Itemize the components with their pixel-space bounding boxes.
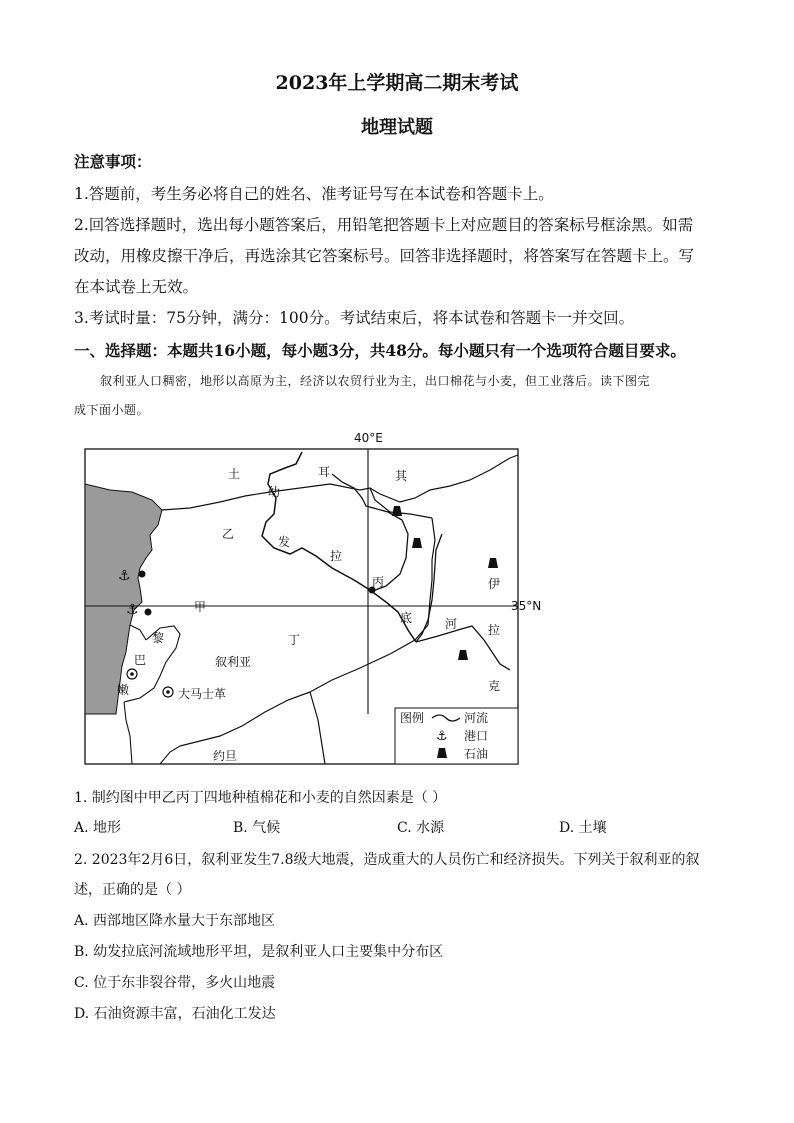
legend-port-label: 港口 xyxy=(464,729,489,743)
israel-jordan-border xyxy=(124,702,132,764)
label-iraq-ke: 克 xyxy=(488,679,501,693)
oil-icon xyxy=(392,506,402,516)
label-di: 底 xyxy=(400,611,413,625)
legend-river-label: 河流 xyxy=(464,711,489,725)
longitude-label: 40°E xyxy=(354,431,383,445)
legend-title: 图例 xyxy=(400,711,425,725)
label-iraq-la: 拉 xyxy=(488,623,501,637)
port-icon: ⚓ xyxy=(118,568,131,584)
question-1-option-b: B. 气候 xyxy=(233,820,281,836)
question-1-option-a: A. 地形 xyxy=(74,820,122,836)
oil-icon xyxy=(458,650,468,660)
question-1-option-c: C. 水源 xyxy=(397,820,445,836)
label-jordan: 约旦 xyxy=(213,749,238,763)
oil-icon xyxy=(488,558,498,568)
question-2-option-b: B. 幼发拉底河流域地形平坦，是叙利亚人口主要集中分布区 xyxy=(74,944,444,960)
oil-icon xyxy=(412,538,422,548)
label-damascus: 大马士革 xyxy=(178,687,227,701)
notice-item-2-line-3: 在本试卷上无效。 xyxy=(74,278,199,296)
mediterranean-sea xyxy=(85,484,165,714)
label-qi: 其 xyxy=(395,469,408,483)
label-bing: 丙 xyxy=(372,575,385,589)
notice-heading: 注意事项： xyxy=(74,152,152,171)
notice-item-2-line-1: 2.回答选择题时，选出每小题答案后，用铅笔把答题卡上对应题目的答案标号框涂黑。如需 xyxy=(74,216,694,234)
label-iraq-yi: 伊 xyxy=(488,577,501,591)
label-ba: 巴 xyxy=(134,653,147,667)
label-syria: 叙利亚 xyxy=(215,655,252,669)
port-dot xyxy=(145,609,152,616)
notice-item-1: 1.答题前，考生务必将自己的姓名、准考证号写在本试卷和答题卡上。 xyxy=(74,185,554,203)
latitude-label: 35°N xyxy=(511,599,542,613)
port-icon: ⚓ xyxy=(126,602,139,618)
city-circle-center xyxy=(130,672,134,676)
section-heading: 一、选择题：本题共16小题，每小题3分，共48分。每小题只有一个选项符合题目要求。 xyxy=(74,341,686,360)
jordan-border-south xyxy=(160,746,180,764)
intro-line-2: 成下面小题。 xyxy=(74,403,150,417)
jordan-border-east xyxy=(310,692,325,764)
subject-title: 地理试题 xyxy=(361,117,433,138)
question-2-stem-line-1: 2. 2023年2月6日，叙利亚发生7.8级大地震，造成重大的人员伤亡和经济损失。下列关于叙利亚的叙 xyxy=(74,852,700,868)
exam-title: 2023年上学期高二期末考试 xyxy=(275,72,519,94)
label-fa: 发 xyxy=(278,535,291,549)
legend-oil-label: 石油 xyxy=(464,747,489,761)
turkey-border xyxy=(162,455,518,510)
label-he: 河 xyxy=(445,617,458,631)
label-er: 耳 xyxy=(318,465,331,479)
label-ding: 丁 xyxy=(288,633,301,647)
question-2-stem-line-2: 述，正确的是（ ） xyxy=(74,882,191,898)
capital-circle-center xyxy=(166,690,170,694)
question-1-option-d: D. 土壤 xyxy=(559,820,607,836)
intro-line-1: 叙利亚人口稠密，地形以高原为主，经济以农贸行业为主，出口棉花与小麦，但工业落后。读下图完 xyxy=(100,374,651,388)
question-2-option-a: A. 西部地区降水量大于东部地区 xyxy=(74,913,276,929)
map-legend xyxy=(395,708,518,764)
question-2-option-d: D. 石油资源丰富，石油化工发达 xyxy=(74,1006,276,1022)
legend-port-icon: ⚓ xyxy=(436,729,448,744)
port-dot xyxy=(139,571,146,578)
label-you: 幼 xyxy=(268,485,281,499)
label-nen: 嫩 xyxy=(117,683,130,697)
label-yi-letter: 乙 xyxy=(222,527,235,541)
label-tu: 土 xyxy=(228,467,241,481)
syria-map xyxy=(70,430,542,770)
label-la: 拉 xyxy=(330,549,343,563)
label-li: 黎 xyxy=(152,631,165,645)
lebanon-border-north xyxy=(130,625,146,640)
tigris-river xyxy=(416,534,442,642)
notice-item-2-line-2: 改动，用橡皮擦干净后，再选涂其它答案标号。回答非选择题时，将答案写在答题卡上。写 xyxy=(74,247,695,265)
label-jia: 甲 xyxy=(194,600,207,614)
question-2-option-c: C. 位于东非裂谷带，多火山地震 xyxy=(74,975,276,991)
question-1-stem: 1. 制约图中甲乙丙丁四地种植棉花和小麦的自然因素是（ ） xyxy=(74,790,447,806)
notice-item-3: 3.考试时量：75分钟，满分：100分。考试结束后，将本试卷和答题卡一并交回。 xyxy=(74,309,635,327)
